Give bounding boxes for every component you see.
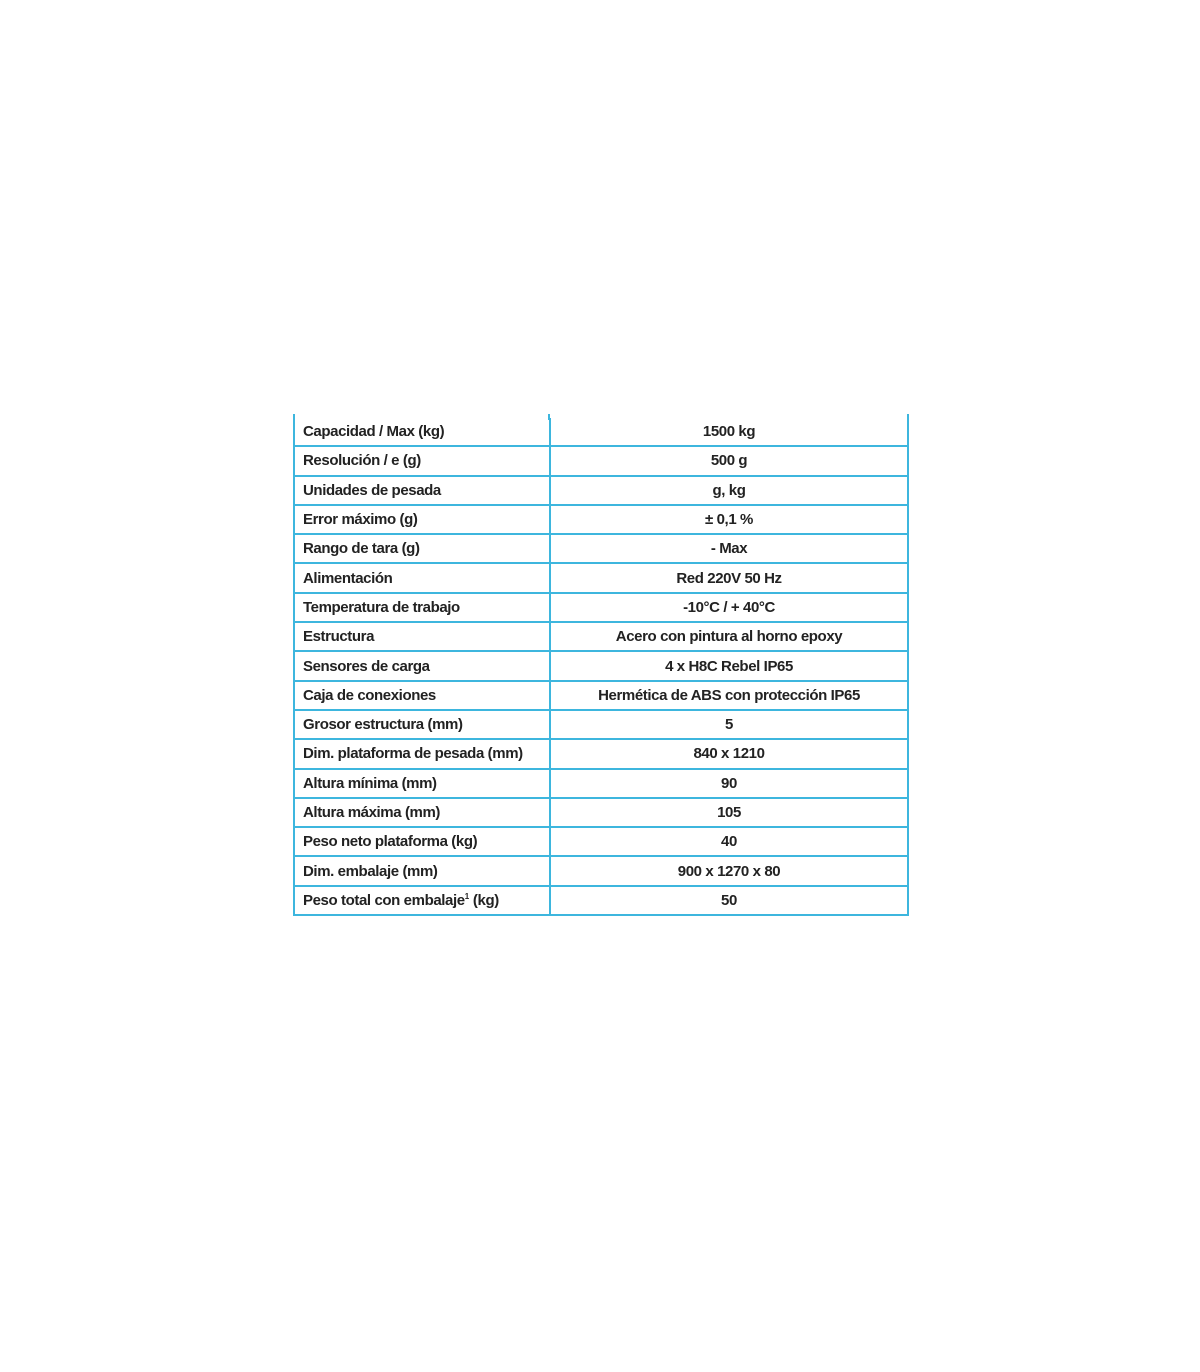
footnote-marker: 1 — [464, 891, 470, 901]
table-row — [294, 476, 908, 505]
spec-value: - Max — [550, 534, 908, 563]
spec-label: Capacidad / Max (kg) — [294, 418, 550, 446]
table-row — [294, 827, 908, 856]
spec-label: Rango de tara (g) — [294, 534, 550, 563]
spec-label: Error máximo (g) — [294, 505, 550, 534]
spec-label: Unidades de pesada — [294, 476, 550, 505]
spec-value: Acero con pintura al horno epoxy — [550, 622, 908, 651]
spec-label: Temperatura de trabajo — [294, 593, 550, 622]
table-row — [294, 622, 908, 651]
spec-value: 4 x H8C Rebel IP65 — [550, 651, 908, 680]
spec-value: Hermética de ABS con protección IP65 — [550, 681, 908, 710]
table-row — [294, 856, 908, 885]
spec-label: Altura máxima (mm) — [294, 798, 550, 827]
spec-table — [293, 418, 909, 916]
spec-label: Grosor estructura (mm) — [294, 710, 550, 739]
spec-value: g, kg — [550, 476, 908, 505]
table-row — [294, 798, 908, 827]
spec-value: Red 220V 50 Hz — [550, 563, 908, 592]
spec-value: 500 g — [550, 446, 908, 475]
spec-label: Resolución / e (g) — [294, 446, 550, 475]
spec-label: Altura mínima (mm) — [294, 769, 550, 798]
spec-label: Dim. plataforma de pesada (mm) — [294, 739, 550, 768]
spec-value: 50 — [550, 886, 908, 915]
table-row — [294, 739, 908, 768]
table-row — [294, 534, 908, 563]
spec-value: -10°C / + 40°C — [550, 593, 908, 622]
table-row — [294, 769, 908, 798]
spec-value: 90 — [550, 769, 908, 798]
table-row — [294, 418, 908, 446]
spec-value: 40 — [550, 827, 908, 856]
spec-value: 840 x 1210 — [550, 739, 908, 768]
spec-label-text: Peso total con embalaje — [303, 891, 465, 909]
table-row — [294, 505, 908, 534]
spec-label: Caja de conexiones — [294, 681, 550, 710]
table-row — [294, 593, 908, 622]
spec-value: 5 — [550, 710, 908, 739]
spec-value: ± 0,1 % — [550, 505, 908, 534]
spec-value: 900 x 1270 x 80 — [550, 856, 908, 885]
table-top-edge — [293, 414, 909, 420]
spec-value: 105 — [550, 798, 908, 827]
spec-label: Estructura — [294, 622, 550, 651]
spec-value: 1500 kg — [550, 418, 908, 446]
table-row — [294, 446, 908, 475]
spec-label: Dim. embalaje (mm) — [294, 856, 550, 885]
spec-label-unit: (kg) — [469, 891, 499, 909]
spec-label: Alimentación — [294, 563, 550, 592]
spec-label: Sensores de carga — [294, 651, 550, 680]
table-row — [294, 681, 908, 710]
table-row — [294, 886, 908, 915]
spec-table-container — [293, 418, 909, 916]
table-row — [294, 651, 908, 680]
spec-label: Peso neto plataforma (kg) — [294, 827, 550, 856]
table-row — [294, 563, 908, 592]
spec-label-with-footnote — [294, 886, 550, 915]
table-row — [294, 710, 908, 739]
